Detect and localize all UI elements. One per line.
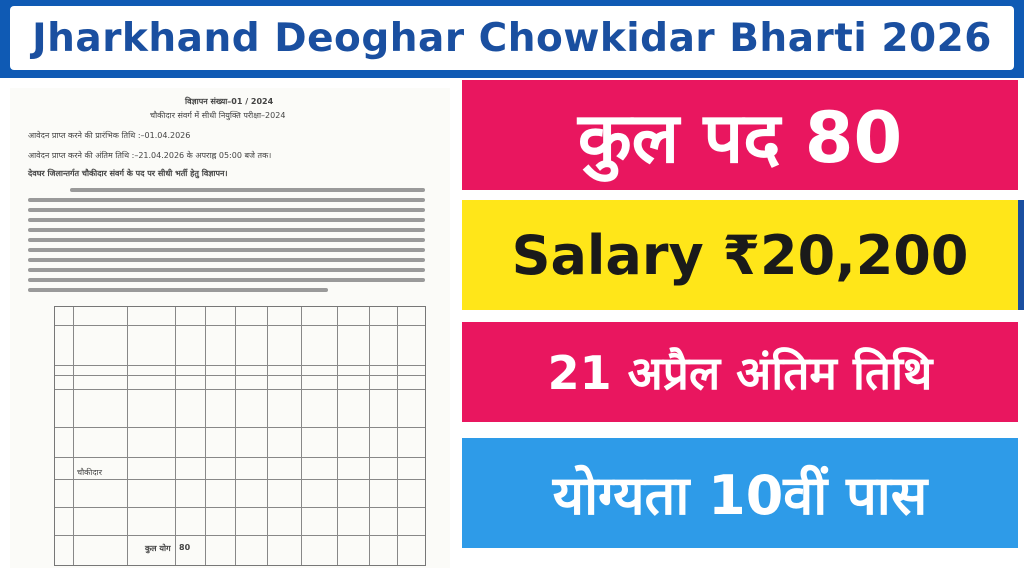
table-total-label: कुल योग [145, 544, 171, 553]
notice-text-line [28, 218, 425, 222]
posts-table [54, 306, 426, 566]
page-title: Jharkhand Deoghar Chowkidar Bharti 2026 [32, 15, 992, 61]
notice-text-line [28, 208, 425, 212]
qualification-banner [462, 438, 1018, 548]
post-name: चौकीदार [77, 468, 102, 477]
table-total-posts: 80 [179, 543, 191, 552]
notice-text-line [28, 248, 425, 252]
total-posts-banner [462, 80, 1018, 190]
edge-accent [1018, 200, 1024, 310]
notice-text-line [28, 198, 425, 202]
salary-banner [462, 200, 1018, 310]
notice-exam-title: चौकीदार संवर्ग में सीधी नियुक्ति परीक्षा–2024 [150, 111, 286, 120]
notice-text-line [28, 258, 425, 262]
total-posts-text: कुल पद 80 [577, 97, 903, 179]
notice-text-line [28, 288, 328, 292]
notice-advt-no: विज्ञापन संख्या–01 / 2024 [185, 97, 274, 106]
title-banner [0, 0, 1024, 78]
notice-last-date: आवेदन प्राप्त करने की अंतिम तिथि :–21.04.2026 के अपराह्न 05:00 बजे तक। [28, 151, 272, 160]
last-date-text: 21 अप्रैल अंतिम तिथि [547, 346, 933, 400]
notice-text-line [70, 188, 425, 192]
notice-subject: देवघर जिलान्तर्गत चौकीदार संवर्ग के पद पर सीधी भर्ती हेतु विज्ञापन। [28, 169, 228, 178]
notice-start-date: आवेदन प्राप्त करने की प्रारंभिक तिथि :–01.04.2026 [28, 131, 191, 140]
last-date-banner [462, 322, 1018, 422]
notice-text-line [28, 268, 425, 272]
qualification-text: योग्यता 10वीं पास [552, 464, 928, 527]
title-banner-inner [10, 6, 1014, 70]
notice-document-image [10, 88, 450, 568]
salary-text: Salary ₹20,200 [511, 223, 969, 287]
notice-text-line [28, 228, 425, 232]
notice-text-line [28, 278, 425, 282]
notice-text-line [28, 238, 425, 242]
